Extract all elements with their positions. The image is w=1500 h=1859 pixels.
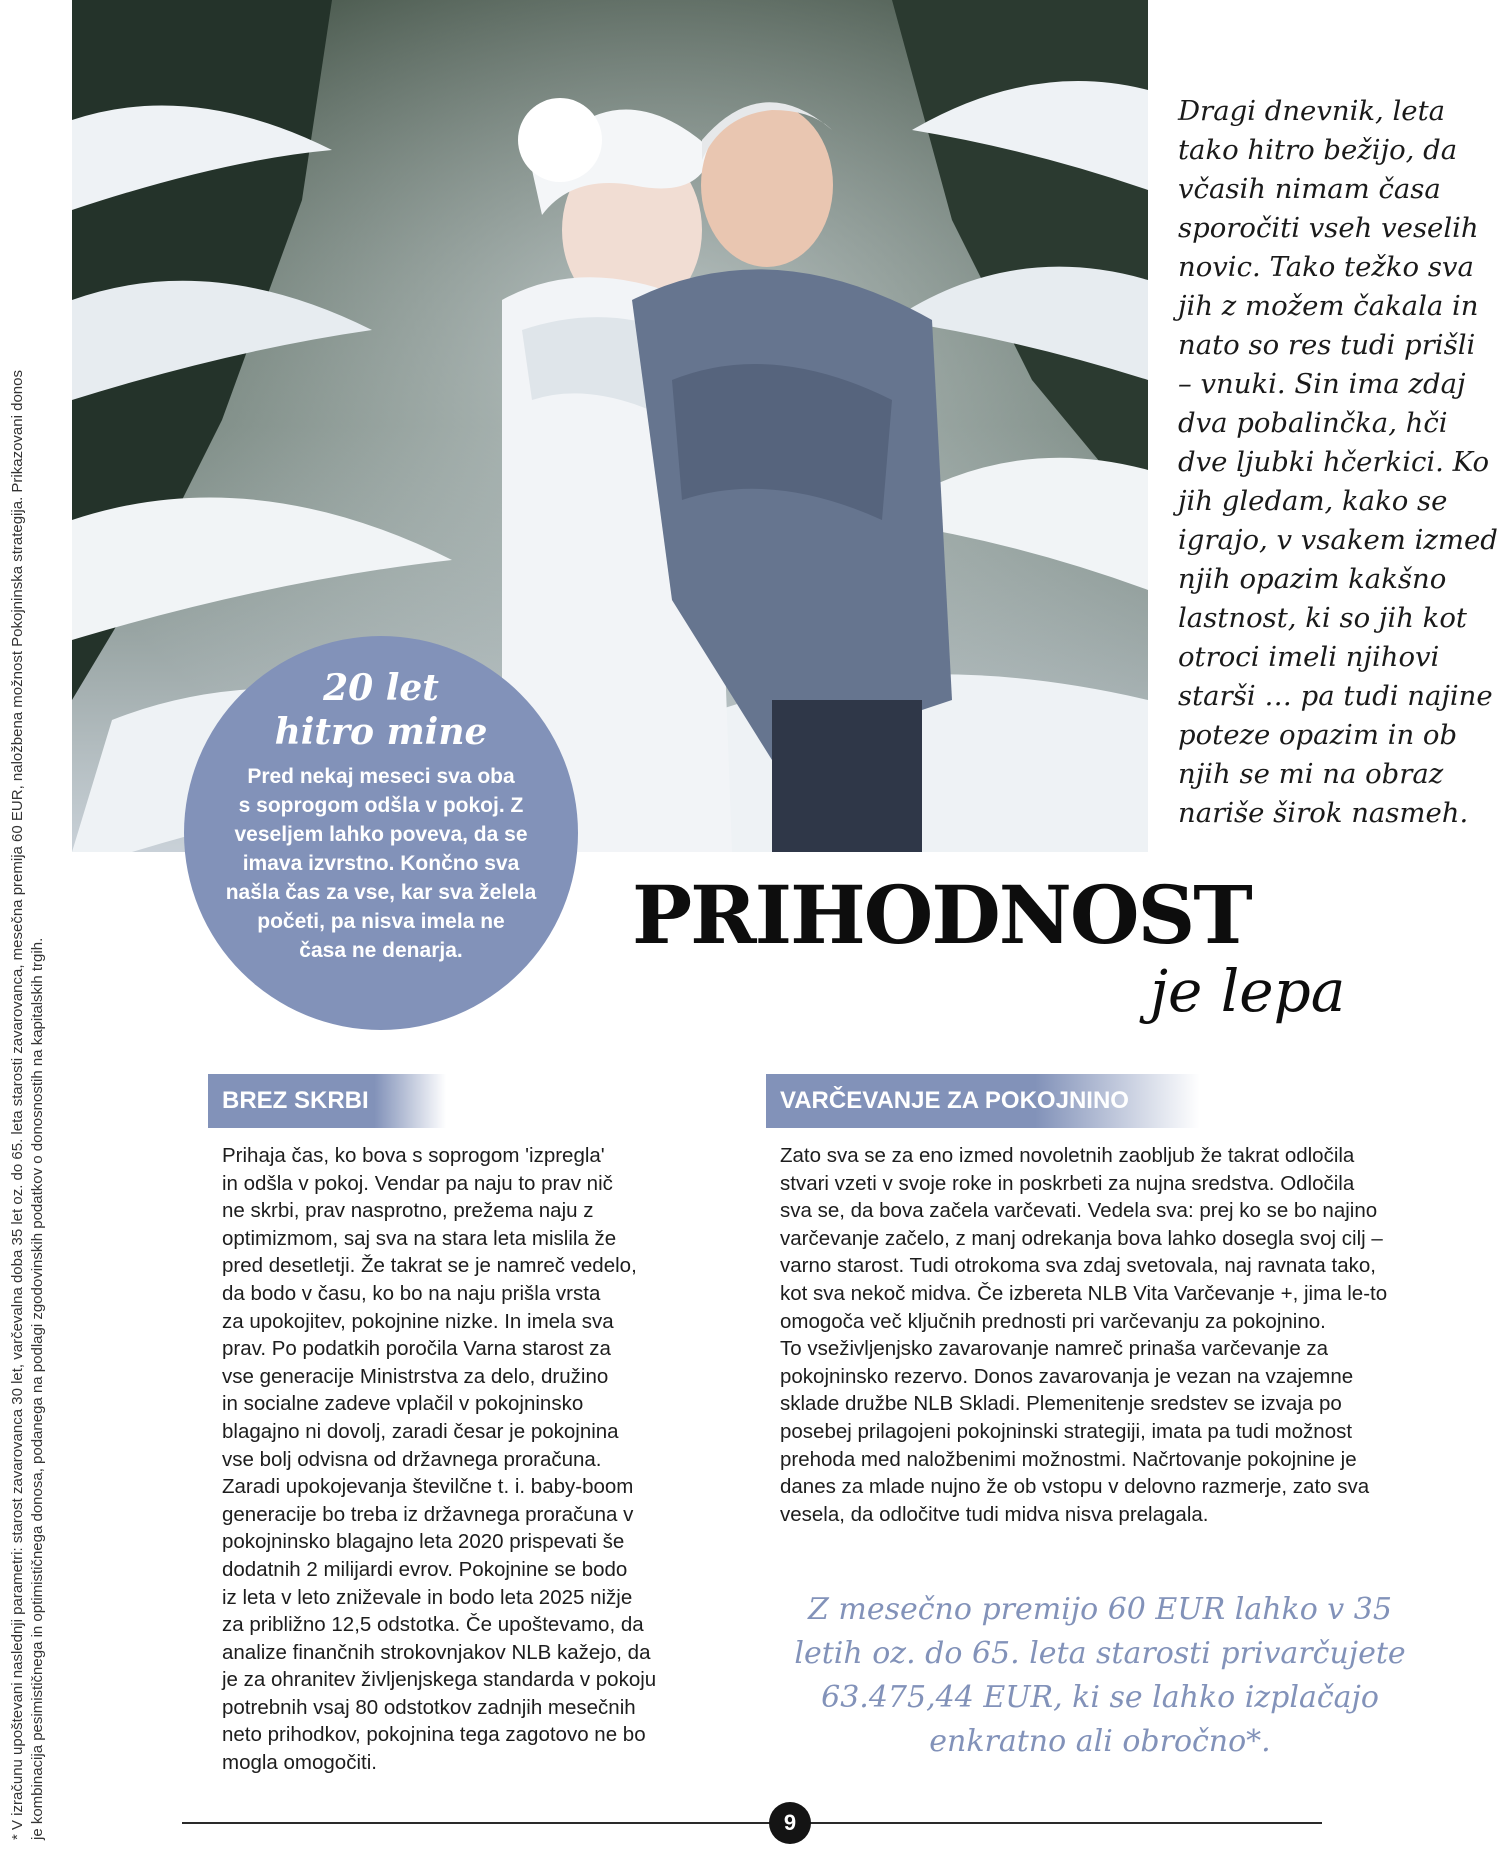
pull-quote (780, 1588, 1420, 1764)
intro-line: nariše širok nasmeh. (1178, 797, 1469, 829)
quote-line: enkratno ali obročno*. (929, 1724, 1271, 1759)
intro-line: lastnost, ki so jih kot (1178, 602, 1467, 634)
footer-rule (182, 1822, 1322, 1824)
paragraph-line: posebej prilagojeni pokojninski strategiji, imata pa tudi možnost (780, 1419, 1353, 1443)
diary-intro (1178, 92, 1500, 833)
paragraph-line: potrebnih vsaj 80 odstotkov zadnjih mesečnih (222, 1695, 636, 1719)
callout-text-line: Pred nekaj meseci sva oba (247, 765, 515, 788)
paragraph-line: pred desetletji. Že takrat se je namreč vedelo, (222, 1254, 637, 1278)
section-heading-brez-skrbi: BREZ SKRBI (208, 1074, 446, 1128)
paragraph-line: mogla omogočiti. (222, 1751, 377, 1775)
quote-line: 63.475,44 EUR, ki se lahko izplačajo (821, 1680, 1379, 1715)
paragraph-line: za upokojitev, pokojnine nizke. In imela sva (222, 1309, 614, 1333)
callout-text-line: veseljem lahko poveva, da se (234, 823, 528, 846)
intro-line: tako hitro bežijo, da (1178, 134, 1458, 166)
footnote-line: * V izračunu upoštevani naslednji parametri: starost zavarovanca 30 let, varčevalna doba 35 let oz. do 65. leta starosti zavarovanca, mesečna premija 60 EUR, naložbena možnost Pokojninska strategija. Prikazovani donos (9, 370, 26, 1840)
paragraph-line: blagajno ni dovolj, zaradi česar je pokojnina (222, 1419, 619, 1443)
right-column-body (780, 1142, 1387, 1528)
paragraph-line: danes za mlade nujno že ob vstopu v delovno razmerje, zato sva (780, 1475, 1370, 1499)
paragraph-line: iz leta v leto zniževale in bodo leta 2025 nižje (222, 1585, 633, 1609)
paragraph-line: da bodo v času, ko bo na naju prišla vrsta (222, 1281, 601, 1305)
paragraph-line: Prihaja čas, ko bova s soprogom 'izpregla' (222, 1144, 605, 1167)
intro-line: – vnuki. Sin ima zdaj (1178, 368, 1466, 400)
paragraph-line: in socialne zadeve vplačil v pokojninsko (222, 1392, 584, 1416)
paragraph-line: pokojninsko rezervo. Donos zavarovanja je vezan na vzajemne (780, 1364, 1354, 1388)
paragraph-line: omogoča več ključnih prednosti pri varčevanju za pokojnino. (780, 1309, 1326, 1333)
intro-line: otroci imeli njihovi (1178, 641, 1440, 673)
paragraph-line: generacije bo treba iz državnega proračuna v (222, 1502, 634, 1526)
paragraph-line: sklade družbe NLB Skladi. Plemenitenje sredstev se izvaja po (780, 1392, 1342, 1416)
paragraph-line: za približno 12,5 odstotka. Če upoštevamo, da (222, 1613, 644, 1637)
paragraph-line: vse generacije Ministrstva za delo, družino (222, 1364, 609, 1388)
paragraph-line: varčevanje začelo, z manj odrekanja bova lahko dosegla svoj cilj – (780, 1226, 1383, 1250)
paragraph-line: dodatnih 2 milijardi evrov. Pokojnine se bodo (222, 1557, 628, 1581)
callout-title-line: 20 let (323, 667, 439, 709)
paragraph-line: kot sva nekoč midva. Če izbereta NLB Vita Varčevanje +, jima le-to (780, 1281, 1388, 1305)
intro-line: včasih nimam časa (1178, 173, 1441, 205)
paragraph-line: varno starost. Tudi otrokoma sva zdaj svetovala, naj ravnata tako, (780, 1254, 1376, 1278)
paragraph-line: in odšla v pokoj. Vendar pa naju to prav nič (222, 1171, 613, 1195)
paragraph-line: Zaradi upokojevanja številčne t. i. baby-boom (222, 1475, 634, 1499)
page-number: 9 (769, 1802, 811, 1844)
paragraph-line: vesela, da odločitve tudi midva nisva prelagala. (780, 1502, 1209, 1526)
footnote-line: je kombinacija pesimističnega in optimističnega donosa, podanega na podlagi zgodovinskih podatkov o donosnostih na kapitalskih trgih. (29, 937, 46, 1840)
intro-line: Dragi dnevnik, leta (1178, 95, 1446, 127)
paragraph-line: To vseživljenjsko zavarovanje namreč prinaša varčevanje za (780, 1337, 1329, 1361)
paragraph-line: pokojninsko blagajno leta 2020 prispevati še (222, 1530, 625, 1554)
callout-text-line: časa ne denarja. (299, 939, 463, 962)
intro-line: igrajo, v vsakem izmed (1178, 524, 1498, 556)
callout-text-line: imava izvrstno. Končno sva (242, 852, 520, 875)
headline-subtitle: je lepa (1150, 957, 1346, 1025)
intro-line: njih opazim kakšno (1178, 563, 1447, 595)
intro-line: starši … pa tudi najine (1178, 680, 1493, 712)
intro-line: jih z možem čakala in (1178, 290, 1479, 322)
paragraph-line: Zato sva se za eno izmed novoletnih zaobljub že takrat odločila (780, 1144, 1355, 1167)
headline-title: PRIHODNOST (632, 868, 1251, 962)
paragraph-line: stvari vzeti v svoje roke in poskrbeti za nujna sredstva. Odločila (780, 1171, 1355, 1195)
intro-line: njih se mi na obraz (1178, 758, 1444, 790)
paragraph-line: vse bolj odvisna od državnega proračuna. (222, 1447, 602, 1471)
paragraph-line: je za ohranitev življenjskega standarda v pokoju (222, 1668, 657, 1692)
quote-line: letih oz. do 65. leta starosti privarčujete (794, 1636, 1406, 1671)
paragraph-line: prehoda med naložbenimi možnostmi. Načrtovanje pokojnine je (780, 1447, 1357, 1471)
callout-title-line: hitro mine (274, 711, 488, 753)
paragraph-line: prav. Po podatkih poročila Varna starost za (222, 1337, 611, 1361)
callout-text-line: s soprogom odšla v pokoj. Z (238, 794, 524, 817)
intro-line: dve ljubki hčerkici. Ko (1178, 446, 1490, 478)
callout-text-line: početi, pa nisva imela ne (257, 910, 505, 933)
callout-title (184, 666, 578, 754)
intro-line: nato so res tudi prišli (1178, 329, 1476, 361)
intro-line: novic. Tako težko sva (1178, 251, 1474, 283)
paragraph-line: ne skrbi, prav nasprotno, prežema naju z (222, 1199, 594, 1223)
left-column-body (222, 1142, 656, 1777)
paragraph-line: optimizmom, saj sva na stara leta mislila že (222, 1226, 617, 1250)
intro-line: sporočiti vseh veselih (1178, 212, 1479, 244)
intro-line: jih gledam, kako se (1178, 485, 1448, 517)
paragraph-line: analize finančnih strokovnjakov NLB kažejo, da (222, 1640, 651, 1664)
quote-line: Z mesečno premijo 60 EUR lahko v 35 (808, 1592, 1392, 1627)
paragraph-line: neto prihodkov, pokojnina tega zagotovo ne bo (222, 1723, 646, 1747)
section-heading-varcevanje: VARČEVANJE ZA POKOJNINO (766, 1074, 1200, 1128)
paragraph-line: sva se, da bova začela varčevati. Vedela sva: prej ko se bo najino (780, 1199, 1378, 1223)
intro-line: dva pobalinčka, hči (1178, 407, 1448, 439)
intro-line: poteze opazim in ob (1178, 719, 1458, 751)
footnote (8, 80, 48, 1840)
callout-circle (184, 636, 578, 1030)
callout-text-line: našla čas za vse, kar sva želela (225, 881, 537, 904)
callout-text (221, 762, 541, 965)
